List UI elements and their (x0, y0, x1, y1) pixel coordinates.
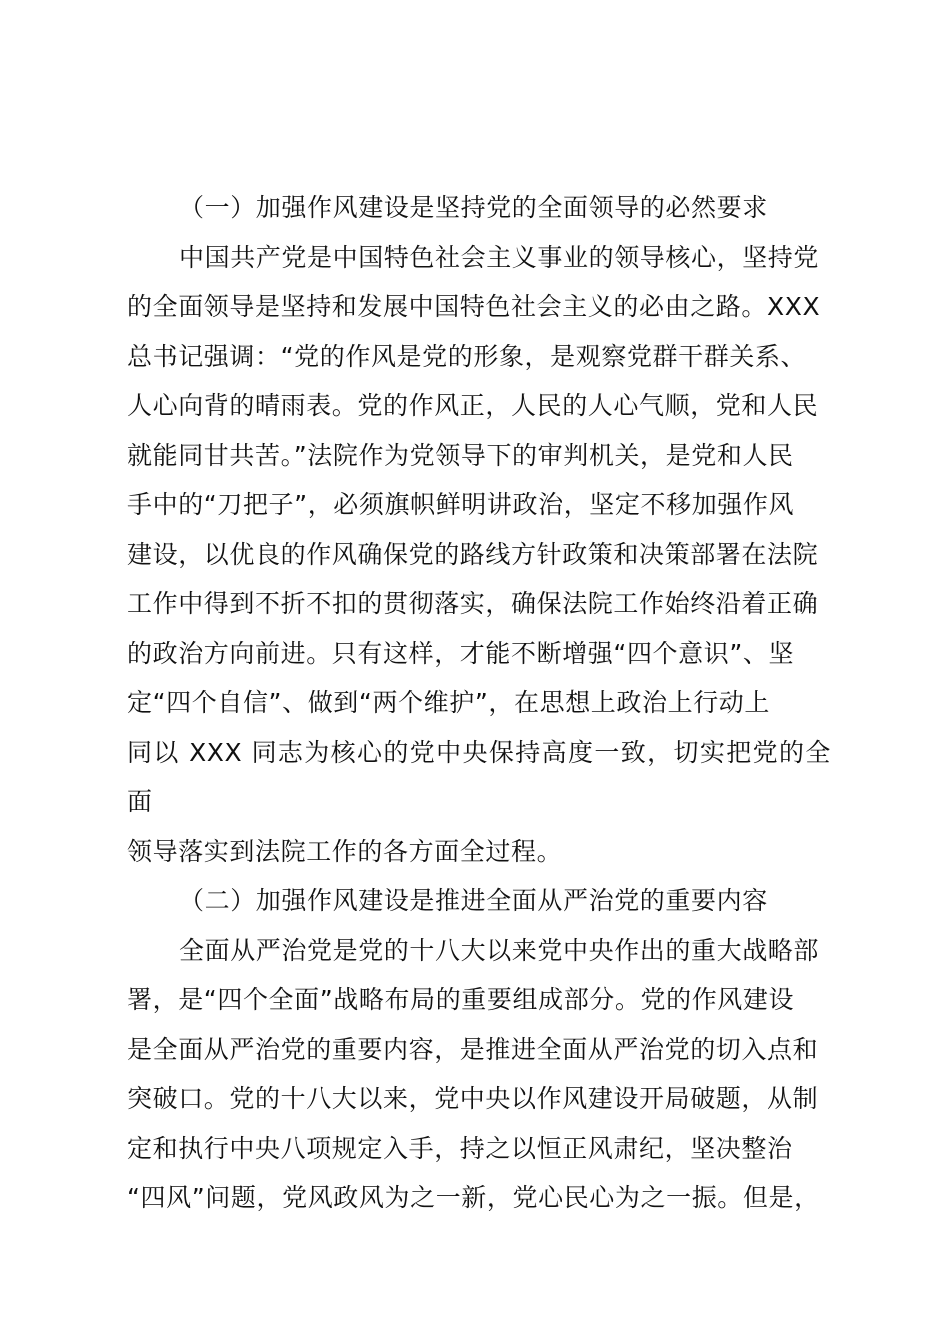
section-heading-2: （二）加强作风建设是推进全面从严治党的重要内容 (179, 886, 768, 915)
body-paragraph-1: 中国共产党是中国特色社会主义事业的领导核心，坚持党 的全面领导是坚持和发展中国特色社会主义的必由之路。XXX 总书记强调：“党的作风是党的形象，是观察党群干群关系、 人心向背的晴雨表。党的作风正，人民的人心气顺，党和人民 就能同甘共苦。”法院作为党领导下的审判机关，是党和人民 手中的“刀把子”，必须旗帜鲜明讲政治，坚定不移加强作风 建设，以优良的作风确保党的路线方针政策和决策部署在法院 工作中得到不折不扣的贯彻落实，确保法院工作始终沿着正确 的政治方向前进。只有这样，才能不断增强“四个意识”、坚 定“四个自信”、做到“两个维护”，在思想上政治上行动上 同以 XXX 同志为核心的党中央保持高度一致，切实把党的全面 领导落实到法院工作的各方面全过程。 (127, 242, 831, 866)
body-paragraph-2: 全面从严治党是党的十八大以来党中央作出的重大战略部 署，是“四个全面”战略布局的重要组成部分。党的作风建设 是全面从严治党的重要内容，是推进全面从严治党的切入点和 突破口。党的十八大以来，党中央以作风建设开局破题，从制 定和执行中央八项规定入手，持之以恒正风肃纪，坚决整治 “四风”问题，党风政风为之一新，党心民心为之一振。但是， (127, 935, 820, 1212)
section-heading-1: （一）加强作风建设是坚持党的全面领导的必然要求 (179, 193, 768, 222)
document-body (127, 183, 831, 1223)
